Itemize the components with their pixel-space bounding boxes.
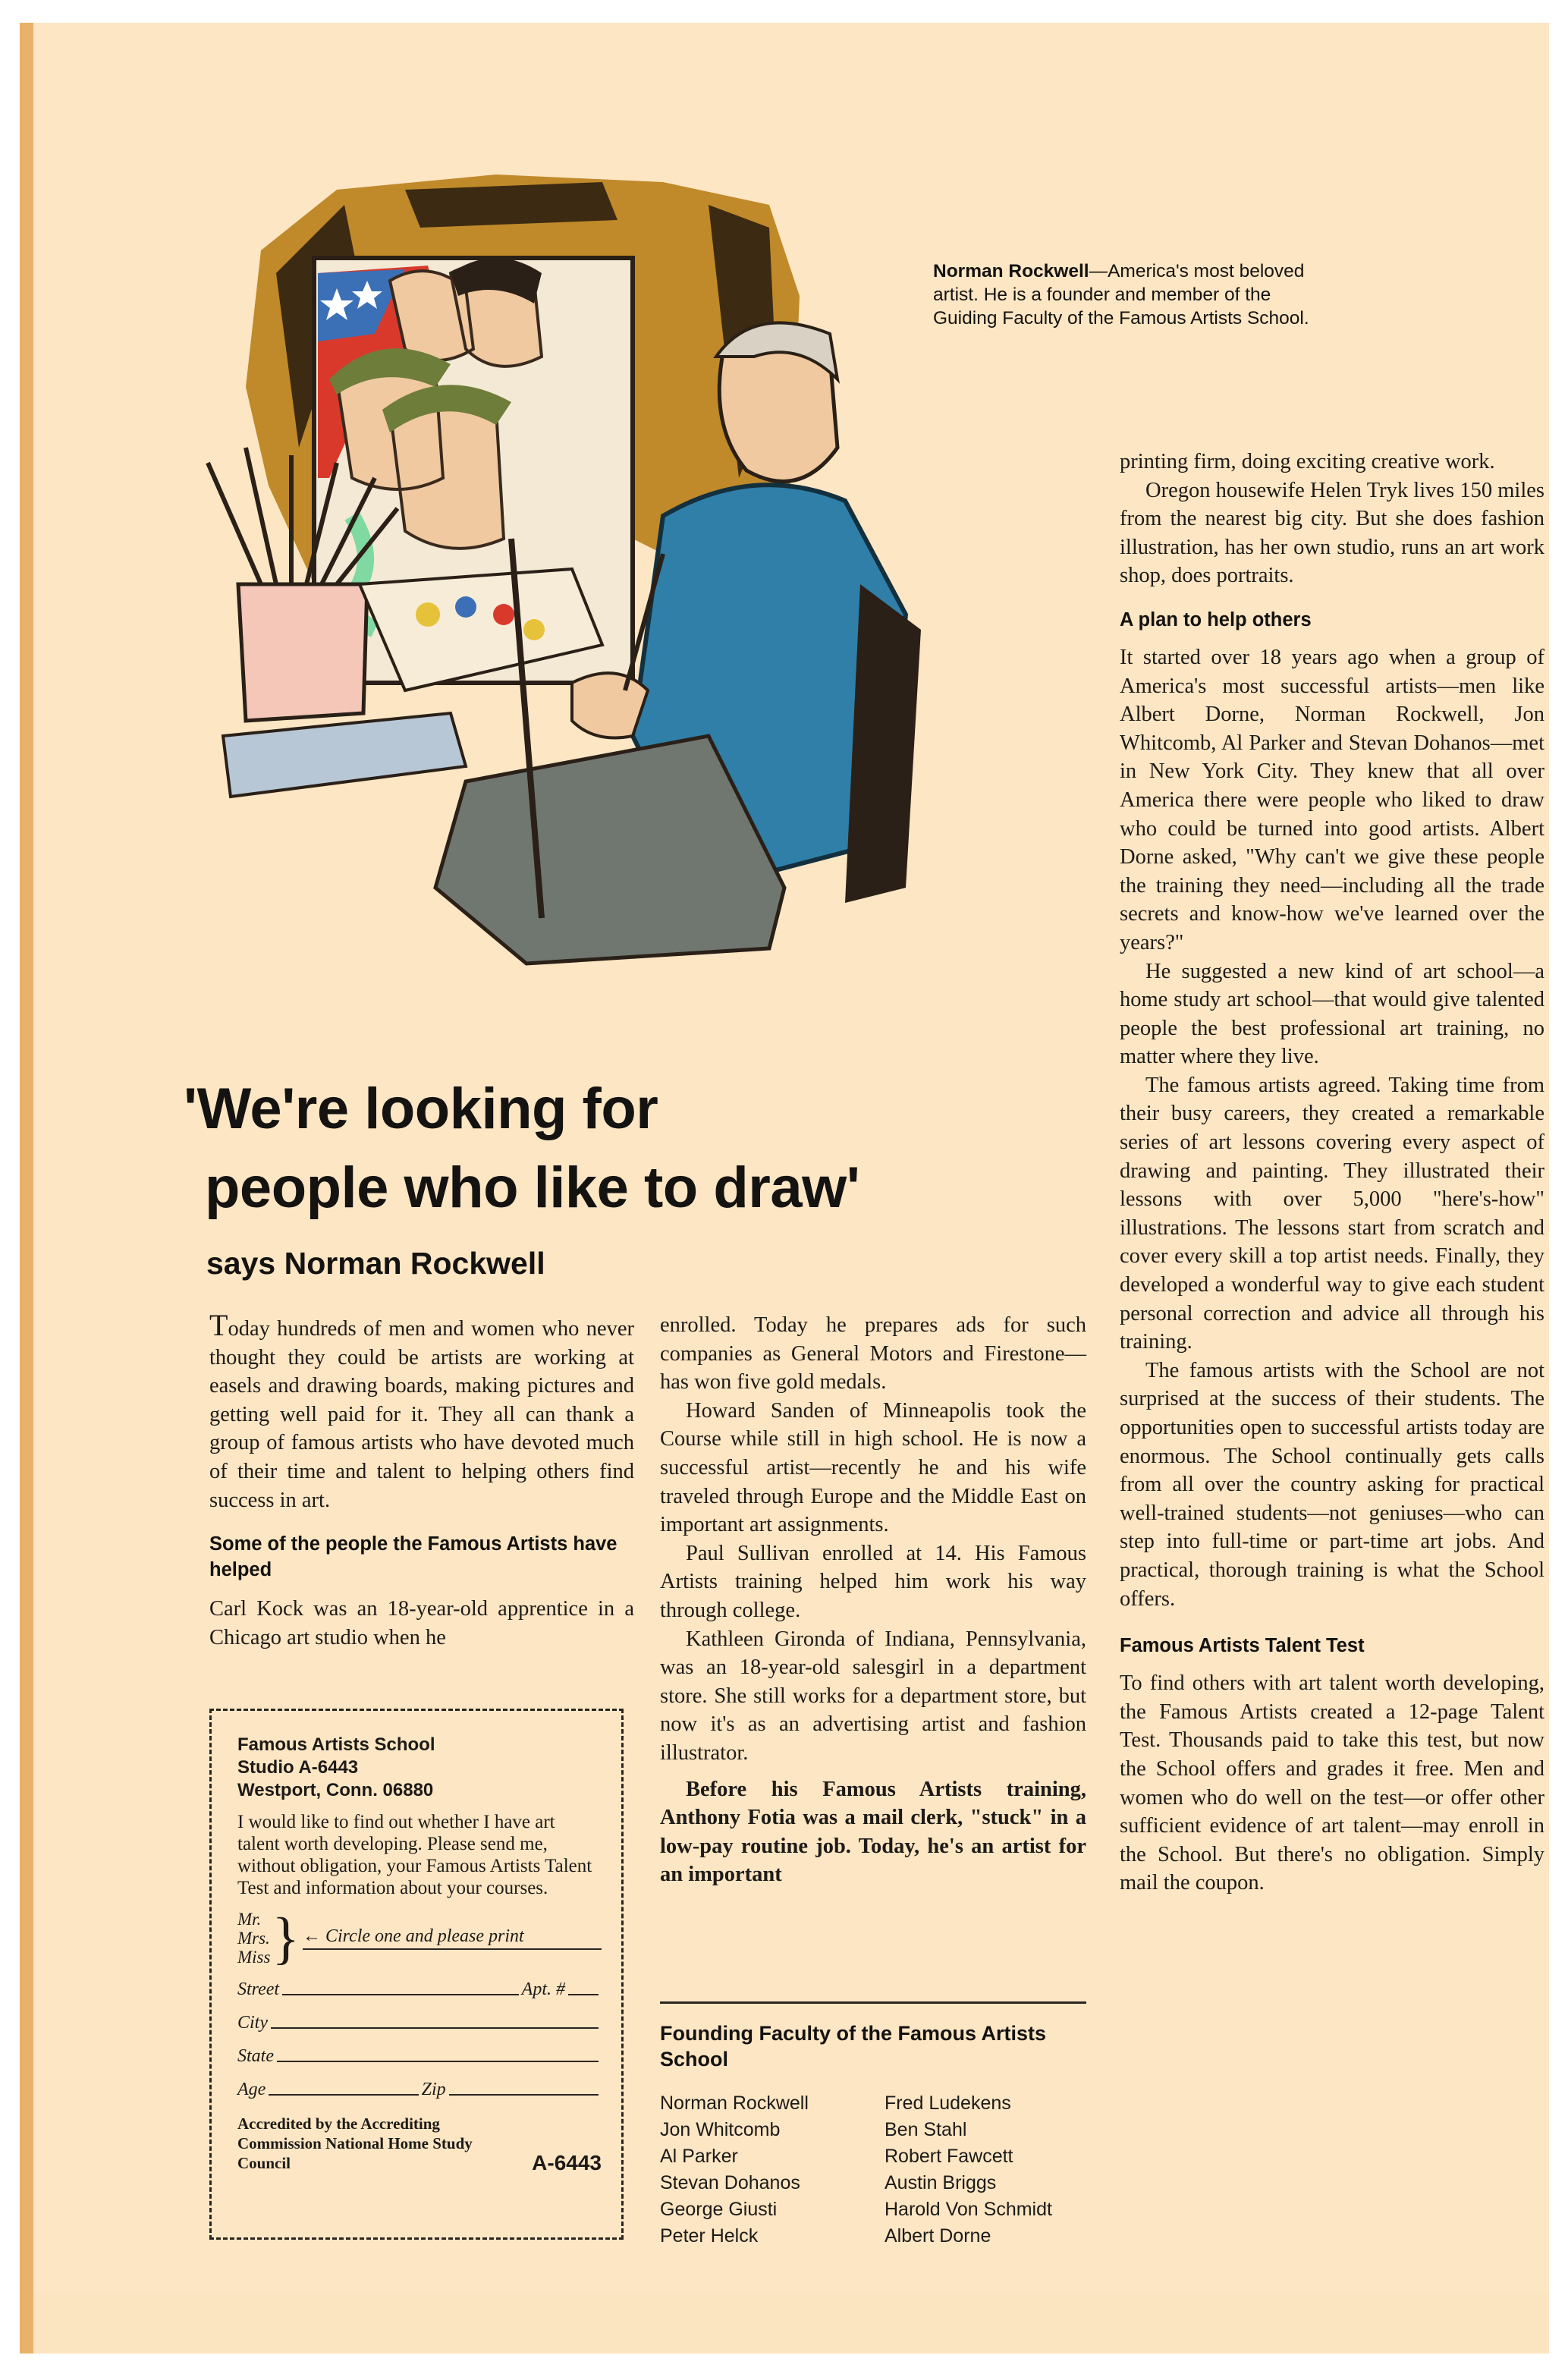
apt-line[interactable] xyxy=(568,1994,599,1995)
magazine-page xyxy=(20,23,1549,2354)
faculty-name: George Giusti xyxy=(660,2199,778,2220)
faculty-name: Robert Fawcett xyxy=(885,2146,1013,2167)
zip-line[interactable] xyxy=(449,2094,599,2096)
paragraph-lessons: The famous artists agreed. Taking time from their busy careers, they created a remarkable series of art lessons covering every aspect of drawing and painting. They illustrated their lessons with over 5,000 "here's-how" illustrations. The lessons start from scratch and cover every skill a top artist needs. Finally, they developed a wonderful way to give each student personal correction and advice all through his training. xyxy=(1120,1073,1544,1354)
headline-line-1: 'We're looking for xyxy=(184,1077,658,1141)
faculty-title: Founding Faculty of the Famous Artists School xyxy=(660,2022,1047,2071)
drop-cap: T xyxy=(209,1308,228,1342)
section-title-people-helped: Some of the people the Famous Artists have helped xyxy=(209,1533,617,1581)
paragraph-plan-history: It started over 18 years ago when a group of America's most successful artists—men like Albert Dorne, Norman Rockwell, Jon Whitcomb, Al Parker and Stevan Dohanos—met in New York City. They knew that all over America there were people who liked to draw who could be turned into good artists. Albert Dorne asked, "Why can't we give these people the training they need—including all the trade secrets and know-how we've learned over the years?" xyxy=(1120,645,1544,954)
apt-label: Apt. # xyxy=(521,1979,565,1999)
faculty-name: Harold Von Schmidt xyxy=(885,2199,1052,2220)
paragraph-anthony-fotia: Before his Famous Artists training, Anthony Fotia was a mail clerk, "stuck" in a low-pay routine job. Today, he's an artist for an important xyxy=(660,1777,1086,1887)
coupon-school: Famous Artists School xyxy=(237,1734,435,1755)
faculty-name: Fred Ludekens xyxy=(885,2093,1011,2114)
coupon-request: I would like to find out whether I have art talent worth developing. Please send me, without obligation, your Famous Artists Talent Test and information about your courses. xyxy=(237,1812,592,1898)
intro-paragraph xyxy=(209,1308,634,1514)
faculty-name: Stevan Dohanos xyxy=(660,2172,800,2193)
illustration-svg xyxy=(178,159,1042,1047)
paragraph-new-school: He suggested a new kind of art school—a home study art school—that would give talented people the best professional art training, no matter where they live. xyxy=(1120,959,1544,1069)
paint-tubes xyxy=(223,713,466,797)
state-field[interactable] xyxy=(237,2045,602,2067)
coupon-title-select[interactable] xyxy=(237,1906,602,1970)
intro-text: oday hundreds of men and women who never thought they could be artists are working at easels and drawing boards, making pictures and getting well paid for it. They all can thank a group of famous artists who have devoted much of their time and talent to helping others find success in art. xyxy=(209,1317,634,1512)
age-line[interactable] xyxy=(269,2094,418,2096)
faculty-divider xyxy=(660,2001,1086,2004)
rockwell-painting-illustration xyxy=(178,159,1042,1047)
subheadline: says Norman Rockwell xyxy=(206,1246,545,1281)
paragraph-kathleen-gironda: Kathleen Gironda of Indiana, Pennsylvania, was an 18-year-old salesgirl in a department store. She still works for a department store, but now it's as an advertising artist and fashion illustrator. xyxy=(660,1627,1086,1765)
faculty-name: Austin Briggs xyxy=(885,2172,997,2193)
caption-text: —America's most beloved artist. He is a founder and member of the Guiding Faculty of the Famous Artists School. xyxy=(933,261,1309,329)
paragraph-talent-test: To find others with art talent worth developing, the Famous Artists created a 12-page Talent Test. Thousands paid to take this test, but now the School offers and grades it free. Men and women who do well on the test—or offer other sufficient evidence of art talent—may enroll in the School. But there's no obligation. Simply mail the coupon. xyxy=(1120,1671,1544,1895)
paragraph-carl-cont: enrolled. Today he prepares ads for such companies as General Motors and Firestone—has won five gold medals. xyxy=(660,1313,1086,1395)
title-options xyxy=(237,1910,270,1967)
coupon-address xyxy=(237,1734,602,1802)
illustration-caption xyxy=(933,259,1328,330)
headline xyxy=(184,1070,1056,1228)
street-line[interactable] xyxy=(282,1994,519,1995)
city-label: City xyxy=(237,2013,268,2033)
brush-jar xyxy=(238,584,367,721)
faculty-name: Peter Helck xyxy=(660,2225,759,2247)
street-field[interactable] xyxy=(237,1979,602,2000)
state-label: State xyxy=(237,2046,274,2066)
circle-note: ← Circle one and please print xyxy=(303,1926,602,1950)
city-field[interactable] xyxy=(237,2012,602,2033)
faculty-name: Ben Stahl xyxy=(885,2119,967,2140)
paragraph-helen-tryk: Oregon housewife Helen Tryk lives 150 miles from the nearest big city. But she does fashion illustration, has her own studio, runs an art work shop, does portraits. xyxy=(1120,478,1544,588)
title-miss[interactable]: Miss xyxy=(237,1948,271,1967)
paragraph-howard-sanden: Howard Sanden of Minneapolis took the Course while still in high school. He is now a successful artist—recently he and his wife traveled through Europe and the Middle East on important art assignments. xyxy=(660,1398,1086,1537)
faculty-name: Albert Dorne xyxy=(885,2225,991,2247)
age-label: Age xyxy=(237,2080,266,2099)
coupon-studio: Studio A-6443 xyxy=(237,1757,359,1778)
paragraph-paul-sullivan: Paul Sullivan enrolled at 14. His Famous Artists training helped him work his way through college. xyxy=(660,1541,1086,1622)
accreditation-note: Accredited by the Accrediting Commission National Home Study Council xyxy=(237,2115,473,2172)
coupon-city: Westport, Conn. 06880 xyxy=(237,1780,434,1800)
faculty-list-left xyxy=(660,2090,885,2250)
city-line[interactable] xyxy=(271,2027,599,2029)
faculty-name: Norman Rockwell xyxy=(660,2093,809,2114)
zip-label: Zip xyxy=(421,2080,446,2099)
title-mr[interactable]: Mr. xyxy=(237,1910,262,1929)
body-column-3 xyxy=(1120,448,1544,1898)
caption-name: Norman Rockwell xyxy=(933,261,1089,281)
body-column-2 xyxy=(660,1311,1086,1889)
faculty-name: Al Parker xyxy=(660,2146,738,2167)
artist-hand xyxy=(572,673,648,737)
brace-glyph: } xyxy=(272,1906,300,1970)
faculty-names xyxy=(660,2090,1086,2250)
coupon-code: A-6443 xyxy=(532,2151,602,2174)
headline-line-2: people who like to draw' xyxy=(205,1156,860,1220)
paragraph-printing-firm: printing firm, doing exciting creative work. xyxy=(1120,450,1495,473)
street-label: Street xyxy=(237,1979,280,1999)
mail-coupon[interactable] xyxy=(209,1709,624,2240)
coupon-footer xyxy=(237,2114,602,2173)
founding-faculty-box xyxy=(660,2001,1086,2250)
body-column-1 xyxy=(209,1308,634,1652)
section-title-talent-test: Famous Artists Talent Test xyxy=(1120,1635,1365,1657)
age-zip-field[interactable] xyxy=(237,2079,602,2100)
faculty-list-right xyxy=(885,2090,1052,2250)
state-line[interactable] xyxy=(277,2061,599,2062)
faculty-name: Jon Whitcomb xyxy=(660,2119,781,2140)
paragraph-opportunities: The famous artists with the School are not surprised at the success of their students. The opportunities open to successful artists today are enormous. The School continually gets calls from all over the country asking for practical well-trained students—not geniuses—who can step into full-time or part-time art jobs. And practical, thorough training is what the School offers. xyxy=(1120,1358,1544,1611)
section-title-plan: A plan to help others xyxy=(1120,608,1312,630)
title-mrs[interactable]: Mrs. xyxy=(237,1929,270,1948)
paragraph-carl-kock: Carl Kock was an 18-year-old apprentice in a Chicago art studio when he xyxy=(209,1597,634,1649)
